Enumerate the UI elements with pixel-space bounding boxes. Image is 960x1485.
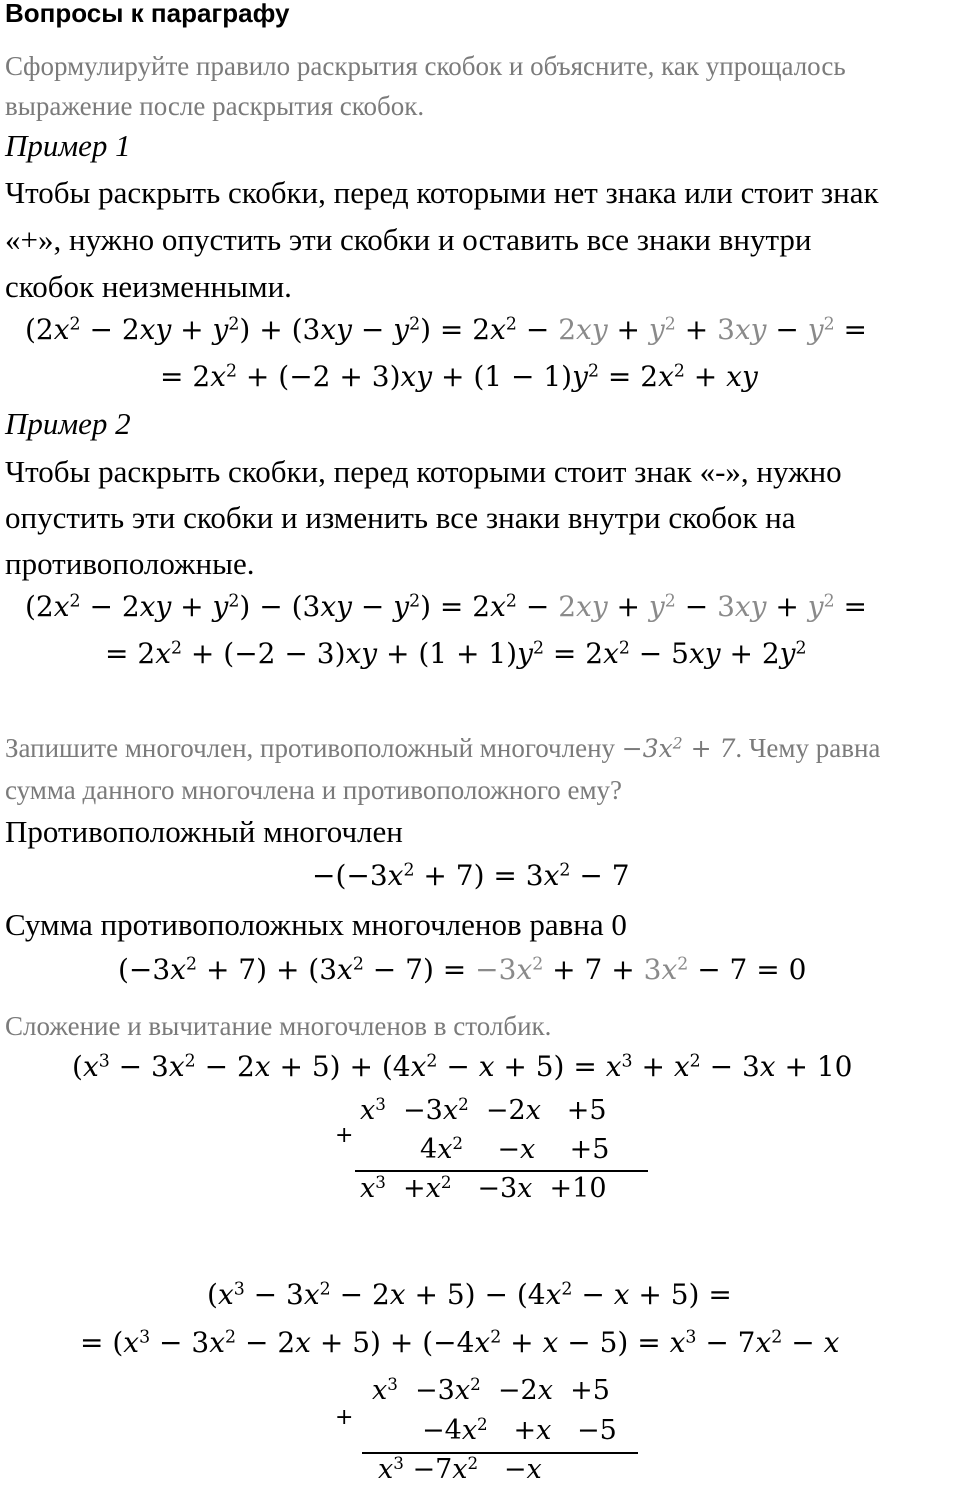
example-2-equation-line-2: = $2x^2 + (-2 - 3)xy + (1 + 1)y^2 = 2x^2 - 5xy + 2y^2$	[105, 637, 807, 670]
opposite-polynomial-label: Противоположный многочлен	[5, 814, 403, 849]
example-2-equation-line-1: $(2x^2 - 2xy + y^2) - (3xy - y^2) = 2x^2 - 2xy + y^2 - 3xy + y^2$ =	[25, 590, 868, 623]
example-1-equation-line-2: = $2x^2 + (-2 + 3)xy + (1 - 1)y^2 = 2x^2$ + xy	[160, 360, 758, 393]
subtraction-equation-line-2: = $(x^3 - 3x^2 - 2x + 5) + (-4x^2 + x - 5) = x^3 - 7x^2 - x$	[80, 1326, 840, 1359]
example-2-text-2: опустить эти скобки и изменить все знаки внутри скобок на	[5, 500, 796, 535]
example-1-text-2: «+», нужно опустить эти скобки и оставить все знаки внутри	[5, 222, 812, 257]
plus-sign: +	[335, 1123, 354, 1148]
example-2-text-1: Чтобы раскрыть скобки, перед которыми стоит знак «-», нужно	[5, 454, 842, 489]
addition-equation: $(x^3 - 3x^2 - 2x + 5) + (4x^2 - x + 5) = x^3 + x^2 - 3x + 10$	[72, 1050, 853, 1083]
column-row-2: $4x^2$ −x +5	[420, 1132, 610, 1165]
column-result: $x^3 +x^2 -3x +10$	[360, 1171, 607, 1204]
question-2-line-2: сумма данного многочлена и противоположного ему?	[5, 775, 623, 805]
example-1-text-3: скобок неизменными.	[5, 269, 292, 304]
section-title: Вопросы к параграфу	[5, 0, 290, 28]
plus-sign-2: +	[335, 1405, 354, 1430]
example-1-label: Пример 1	[5, 128, 131, 163]
question-2-line-1: Запишите многочлен, противоположный многочлену $-3x^2 + 7$. Чему равна	[5, 733, 881, 763]
subtraction-equation-line-1: $(x^3 - 3x^2 - 2x + 5) - (4x^2 - x + 5)$ =	[207, 1278, 732, 1311]
question-1-line-1: Сформулируйте правило раскрытия скобок и объясните, как упрощалось	[5, 51, 846, 81]
example-1-equation-line-1: $(2x^2 - 2xy + y^2) + (3xy - y^2) = 2x^2 - 2xy + y^2 + 3xy - y^2$ =	[25, 313, 868, 346]
column2-result: $x^3 -7x^2 -x$	[378, 1452, 542, 1485]
example-2-text-3: противоположные.	[5, 546, 255, 581]
example-1-text-1: Чтобы раскрыть скобки, перед которыми нет знака или стоит знак	[5, 175, 879, 210]
sum-label: Сумма противоположных многочленов равна 0	[5, 907, 627, 942]
sum-equation: $(-3x^2 + 7) + (3x^2 - 7) = -3x^2 + 7 + 3x^2 - 7 = 0$	[118, 953, 807, 986]
question-2-line-1a: Запишите многочлен, противоположный многочлену	[5, 733, 622, 763]
question-1-line-2: выражение после раскрытия скобок.	[5, 91, 425, 121]
question-3-line-1: Сложение и вычитание многочленов в столбик.	[5, 1011, 552, 1041]
question-2-line-1b: . Чему равна	[735, 733, 881, 763]
opposite-polynomial-equation: $-(-3x^2 + 7) = 3x^2 - 7$	[312, 859, 630, 892]
example-2-label: Пример 2	[5, 406, 131, 441]
column-row-1: $x^3 -3x^2 -2x +5$	[360, 1093, 607, 1126]
column-rule	[355, 1170, 648, 1172]
column2-row-1: $x^3 -3x^2 -2x +5$	[372, 1373, 610, 1406]
column2-row-2: $-4x^2 +x -5$	[422, 1413, 617, 1446]
